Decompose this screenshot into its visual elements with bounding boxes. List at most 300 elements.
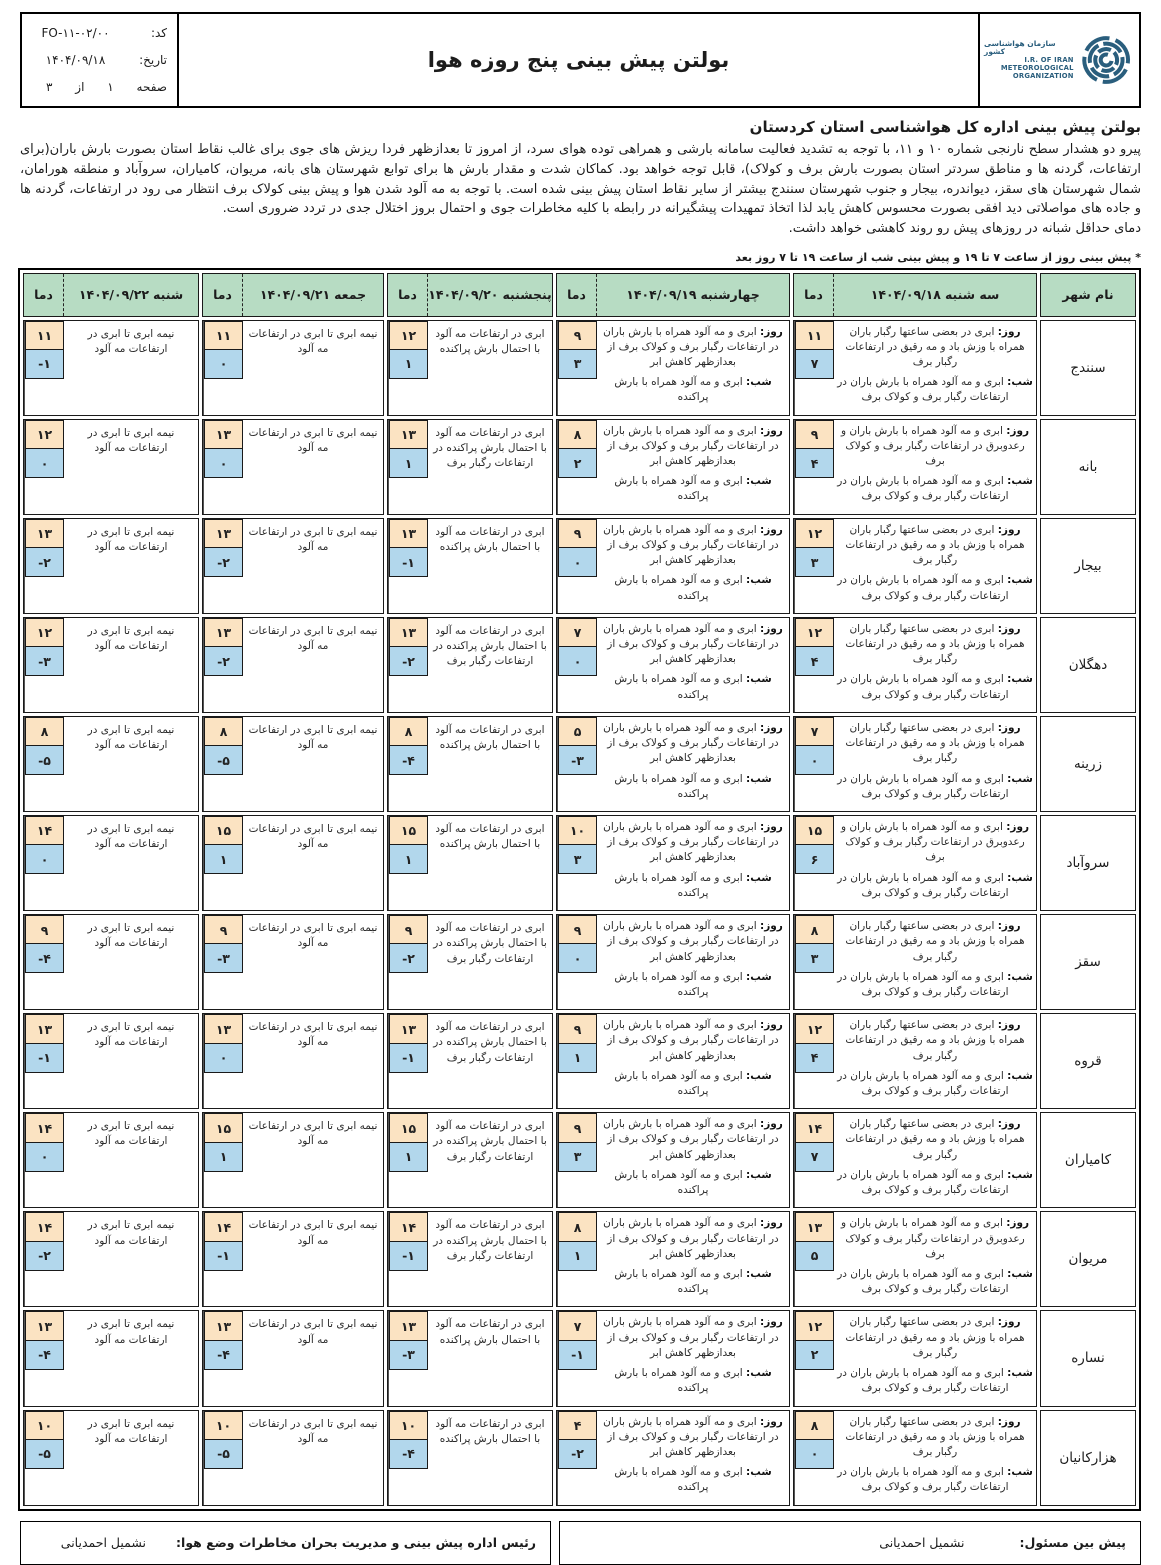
temp-max: ۱۳ <box>204 618 243 648</box>
forecast-cell <box>556 914 790 1010</box>
temp-column <box>203 1014 243 1108</box>
title-box <box>179 14 978 106</box>
forecast-text: نیمه ابری تا ابری در ارتفاعات مه آلود <box>248 1021 378 1049</box>
forecast-text: نیمه ابری تا ابری در ارتفاعات مه آلود <box>248 723 378 752</box>
temp-max: ۱۳ <box>389 420 428 450</box>
temp-max: ۱۴ <box>204 1212 243 1242</box>
forecast-cell <box>23 716 199 812</box>
temp-min: -۲ <box>204 547 243 577</box>
temp-header: دما <box>794 274 834 316</box>
temp-max: ۹ <box>25 915 64 945</box>
temp-column <box>203 321 243 415</box>
day-date: جمعه ۱۴۰۴/۰۹/۲۱ <box>259 287 367 302</box>
forecast-cell <box>202 914 384 1010</box>
temp-column <box>388 420 428 514</box>
forecast-cell <box>202 716 384 812</box>
table-row <box>23 1211 1136 1307</box>
forecast-cell <box>23 1310 199 1406</box>
temp-column <box>24 1212 64 1306</box>
page-label: صفحه <box>136 79 167 94</box>
forecast-text: نیمه ابری تا ابری در ارتفاعات مه آلود <box>248 327 378 355</box>
table-row <box>23 716 1136 812</box>
temp-max: ۸ <box>558 420 597 450</box>
city-name: دهگلان <box>1040 617 1136 713</box>
temp-min: -۱ <box>389 1043 428 1073</box>
temp-max: ۸ <box>558 1212 597 1242</box>
temp-max: ۱۱ <box>25 321 64 351</box>
temp-column <box>203 618 243 712</box>
temp-column <box>388 519 428 613</box>
forecast-text: نیمه ابری تا ابری در ارتفاعات مه آلود <box>248 822 378 851</box>
temp-column <box>24 915 64 1009</box>
temp-max: ۱۲ <box>795 618 834 648</box>
forecast-cell <box>202 815 384 911</box>
city-name: سقز <box>1040 914 1136 1010</box>
temp-min: -۱ <box>25 1043 64 1073</box>
forecast-text: نیمه ابری تا ابری در ارتفاعات مه آلود <box>248 525 378 553</box>
temp-column <box>388 1212 428 1306</box>
org-name-en-2: METEOROLOGICAL <box>1000 63 1074 72</box>
temp-min: ۰ <box>25 1142 64 1172</box>
forecast-cell <box>556 419 790 515</box>
temp-min: -۱ <box>389 547 428 577</box>
intro-paragraph-2: دمای حداقل شبانه در روزهای پیش رو روند کاهشی خواهد داشت. <box>788 221 1141 236</box>
temp-max: ۷ <box>558 1311 597 1341</box>
temp-column <box>794 420 834 514</box>
temp-column <box>794 717 834 811</box>
temp-column <box>557 1311 597 1405</box>
temp-min: -۲ <box>25 1241 64 1271</box>
table-row <box>23 815 1136 911</box>
forecast-cell <box>387 1112 553 1208</box>
forecast-text: روز: ابری و مه آلود همراه با بارش باران در ارتفاعات رگبار برف و کولاک برف از بعدازظهر کاهش ابر شب: ابری و مه آلود همراه با بارش پراکنده <box>603 622 783 701</box>
temp-max: ۱۲ <box>25 618 64 648</box>
temp-min: ۱ <box>389 448 428 478</box>
forecast-text: روز: ابری و مه آلود همراه با بارش باران و رعدوبرق در ارتفاعات رگبار برف و کولاک برف شب: ابری و مه آلود همراه با بارش باران در ارتفاعات رگبار برف و کولاک برف <box>837 424 1033 503</box>
forecast-text: روز: ابری و مه آلود همراه با بارش باران در ارتفاعات رگبار برف و کولاک برف از بعدازظهر کاهش ابر شب: ابری و مه آلود همراه با بارش پراکنده <box>603 1118 783 1197</box>
city-name: بانه <box>1040 419 1136 515</box>
temp-column <box>388 1311 428 1405</box>
temp-min: -۴ <box>204 1340 243 1370</box>
forecast-text: ابری در ارتفاعات مه آلود با احتمال بارش پراکنده <box>435 327 545 355</box>
forecast-text: روز: ابری و مه آلود همراه با بارش باران در ارتفاعات رگبار برف و کولاک برف از بعدازظهر کاهش ابر شب: ابری و مه آلود همراه با بارش پراکنده <box>603 1415 783 1494</box>
forecast-cell <box>23 815 199 911</box>
forecast-text: نیمه ابری تا ابری در ارتفاعات مه آلود <box>248 426 378 454</box>
forecast-cell <box>793 815 1037 911</box>
forecast-cell <box>23 1211 199 1307</box>
code-box <box>22 14 179 106</box>
temp-header: دما <box>203 274 243 316</box>
table-row <box>23 518 1136 614</box>
temp-column <box>203 1212 243 1306</box>
forecast-text: نیمه ابری تا ابری در ارتفاعات مه آلود <box>87 1318 175 1346</box>
city-name: نساره <box>1040 1310 1136 1406</box>
forecast-cell <box>202 419 384 515</box>
temp-column <box>794 1212 834 1306</box>
table-row <box>23 1310 1136 1406</box>
doc-date-label: تاریخ: <box>139 52 167 67</box>
forecast-cell <box>556 518 790 614</box>
forecast-text: ابری در ارتفاعات مه آلود با احتمال بارش پراکنده در ارتفاعات رگبار برف <box>433 426 547 470</box>
doc-code-value: FO-۱۱-۰۲/۰۰ <box>41 26 110 41</box>
temp-header: دما <box>24 274 64 316</box>
city-name: سنندج <box>1040 320 1136 416</box>
head-of-office-cell <box>20 1521 551 1565</box>
temp-min: -۱ <box>204 1241 243 1271</box>
forecast-cell <box>556 1310 790 1406</box>
temp-min: ۴ <box>795 448 834 478</box>
temp-min: ۰ <box>795 745 834 775</box>
temp-max: ۱۲ <box>389 321 428 351</box>
table-header-row <box>23 273 1136 317</box>
forecast-text: نیمه ابری تا ابری در ارتفاعات مه آلود <box>87 624 175 652</box>
temp-min: -۲ <box>204 646 243 676</box>
forecast-text: نیمه ابری تا ابری در ارتفاعات مه آلود <box>87 822 175 851</box>
temp-min: -۳ <box>204 943 243 973</box>
forecaster-name: نشمیل احمدیانی <box>879 1535 965 1551</box>
temp-min: ۱ <box>389 349 428 379</box>
header-day-1 <box>793 273 1037 317</box>
temp-column <box>557 321 597 415</box>
forecast-cell <box>556 1211 790 1307</box>
temp-max: ۱۳ <box>25 519 64 549</box>
temp-column <box>24 321 64 415</box>
temp-min: ۳ <box>795 547 834 577</box>
temp-min: ۷ <box>795 349 834 379</box>
forecast-text: روز: ابری در بعضی ساعتها رگبار باران همراه با وزش باد و مه رقیق در ارتفاعات رگبار برف شب: ابری و مه آلود همراه با بارش باران در ارتفاعات رگبار برف و کولاک برف <box>837 1316 1033 1395</box>
forecast-cell <box>556 1112 790 1208</box>
temp-max: ۱۳ <box>204 420 243 450</box>
forecast-cell <box>556 320 790 416</box>
temp-column <box>203 519 243 613</box>
forecast-text: ابری در ارتفاعات مه آلود با احتمال بارش پراکنده در ارتفاعات رگبار برف <box>433 1219 547 1262</box>
temp-column <box>557 519 597 613</box>
temp-min: -۵ <box>204 1439 243 1469</box>
forecast-text: ابری در ارتفاعات مه آلود با احتمال بارش پراکنده <box>435 822 545 851</box>
forecast-cell <box>202 320 384 416</box>
table-row <box>23 1112 1136 1208</box>
forecast-text: ابری در ارتفاعات مه آلود با احتمال بارش پراکنده <box>435 1318 545 1346</box>
temp-min: -۱ <box>558 1340 597 1370</box>
forecast-text: روز: ابری و مه آلود همراه با بارش باران در ارتفاعات رگبار برف و کولاک برف از بعدازظهر کاهش ابر شب: ابری و مه آلود همراه با بارش پراکنده <box>603 1316 783 1395</box>
doc-code-label: کد: <box>150 26 167 41</box>
forecast-text: روز: ابری و مه آلود همراه با بارش باران در ارتفاعات رگبار برف و کولاک برف از بعدازظهر کاهش ابر شب: ابری و مه آلود همراه با بارش پراکنده <box>603 1217 783 1296</box>
forecast-cell <box>23 1112 199 1208</box>
doc-date-line <box>32 53 167 67</box>
city-name: هزارکانیان <box>1040 1410 1136 1506</box>
temp-column <box>388 816 428 910</box>
temp-min: ۱ <box>204 844 243 874</box>
forecast-text: روز: ابری و مه آلود همراه با بارش باران در ارتفاعات رگبار برف و کولاک برف از بعدازظهر کاهش ابر شب: ابری و مه آلود همراه با بارش پراکنده <box>603 424 783 503</box>
page-number: ۱ <box>107 79 114 94</box>
forecast-cell <box>556 1013 790 1109</box>
head-of-office-label: رئیس اداره پیش بینی و مدیریت بحران مخاطرات وضع هوا: <box>176 1535 536 1551</box>
temp-max: ۱۱ <box>795 321 834 351</box>
temp-min: -۱ <box>389 1241 428 1271</box>
temp-column <box>24 1113 64 1207</box>
forecast-cell <box>387 914 553 1010</box>
forecast-hours-note: * پیش بینی روز از ساعت ۷ تا ۱۹ و پیش بینی شب از ساعت ۱۹ تا ۷ روز بعد <box>735 250 1141 264</box>
temp-column <box>557 816 597 910</box>
temp-min: ۰ <box>558 943 597 973</box>
temp-column <box>794 519 834 613</box>
temp-max: ۱۰ <box>204 1411 243 1441</box>
temp-header: دما <box>557 274 597 316</box>
forecast-text: نیمه ابری تا ابری در ارتفاعات مه آلود <box>248 1120 378 1148</box>
temp-max: ۱۳ <box>389 1014 428 1044</box>
forecast-text: ابری در ارتفاعات مه آلود با احتمال بارش پراکنده <box>435 723 545 752</box>
document-header <box>20 12 1141 108</box>
forecast-cell <box>793 518 1037 614</box>
temp-column <box>203 816 243 910</box>
temp-column <box>24 1014 64 1108</box>
temp-column <box>24 519 64 613</box>
temp-min: ۳ <box>558 349 597 379</box>
forecast-text: نیمه ابری تا ابری در ارتفاعات مه آلود <box>248 1318 378 1346</box>
table-row <box>23 320 1136 416</box>
temp-max: ۱۴ <box>25 1113 64 1143</box>
temp-max: ۱۳ <box>204 519 243 549</box>
temp-column <box>24 420 64 514</box>
temp-max: ۱۴ <box>389 1212 428 1242</box>
forecast-text: روز: ابری و مه آلود همراه با بارش باران و رعدوبرق در ارتفاعات رگبار برف و کولاک برف شب: ابری و مه آلود همراه با بارش باران در ارتفاعات رگبار برف و کولاک برف <box>837 1217 1033 1296</box>
city-name: قروه <box>1040 1013 1136 1109</box>
forecast-text: ابری در ارتفاعات مه آلود با احتمال بارش پراکنده در ارتفاعات رگبار برف <box>433 922 547 965</box>
temp-max: ۴ <box>558 1411 597 1441</box>
temp-column <box>203 915 243 1009</box>
temp-min: ۶ <box>795 844 834 874</box>
signature-footer <box>20 1521 1141 1565</box>
day-date: پنجشنبه ۱۴۰۴/۰۹/۲۰ <box>428 287 552 302</box>
forecast-cell <box>23 914 199 1010</box>
temp-min: ۳ <box>558 1142 597 1172</box>
forecast-cell <box>202 617 384 713</box>
temp-min: -۴ <box>389 1439 428 1469</box>
temp-max: ۱۵ <box>204 816 243 846</box>
temp-max: ۱۳ <box>204 1014 243 1044</box>
doc-date-value: ۱۴۰۴/۰۹/۱۸ <box>45 52 106 67</box>
temp-column <box>203 1113 243 1207</box>
temp-min: ۴ <box>795 646 834 676</box>
temp-max: ۷ <box>795 717 834 747</box>
temp-column <box>794 816 834 910</box>
forecast-cell <box>793 1410 1037 1506</box>
org-logo <box>978 14 1139 106</box>
forecast-cell <box>202 1410 384 1506</box>
header-day-5 <box>23 273 199 317</box>
forecast-cell <box>387 320 553 416</box>
forecast-table <box>18 268 1141 1511</box>
temp-max: ۱۳ <box>25 1014 64 1044</box>
temp-max: ۸ <box>25 717 64 747</box>
day-date: شنبه ۱۴۰۴/۰۹/۲۲ <box>78 287 184 302</box>
forecast-cell <box>387 1013 553 1109</box>
temp-min: ۱ <box>389 1142 428 1172</box>
org-name <box>984 40 1074 81</box>
temp-min: ۰ <box>558 547 597 577</box>
forecast-text: نیمه ابری تا ابری در ارتفاعات مه آلود <box>87 1219 175 1247</box>
temp-max: ۹ <box>204 915 243 945</box>
temp-min: ۱ <box>558 1043 597 1073</box>
temp-column <box>794 321 834 415</box>
temp-column <box>203 1311 243 1405</box>
forecast-cell <box>23 320 199 416</box>
temp-column <box>557 1411 597 1505</box>
forecast-cell <box>202 1310 384 1406</box>
temp-header: دما <box>388 274 428 316</box>
temp-min: ۷ <box>795 1142 834 1172</box>
forecast-text: نیمه ابری تا ابری در ارتفاعات مه آلود <box>87 1021 175 1049</box>
temp-min: ۲ <box>795 1340 834 1370</box>
page-title: بولتن پیش بینی پنج روزه هوا <box>427 48 730 72</box>
doc-code-line <box>32 26 167 40</box>
temp-column <box>24 717 64 811</box>
temp-column <box>794 618 834 712</box>
temp-max: ۱۳ <box>389 1311 428 1341</box>
temp-max: ۱۵ <box>204 1113 243 1143</box>
forecast-cell <box>793 716 1037 812</box>
day-date: سه شنبه ۱۴۰۴/۰۹/۱۸ <box>870 287 1000 302</box>
temp-column <box>203 1411 243 1505</box>
forecast-cell <box>556 617 790 713</box>
forecast-cell <box>23 1410 199 1506</box>
head-of-office-name: نشمیل احمدیانی <box>60 1535 147 1551</box>
temp-column <box>794 1411 834 1505</box>
temp-column <box>557 1212 597 1306</box>
temp-max: ۹ <box>795 420 834 450</box>
forecast-cell <box>387 716 553 812</box>
temp-max: ۱۵ <box>389 1113 428 1143</box>
city-name: زرینه <box>1040 716 1136 812</box>
forecast-cell <box>793 1112 1037 1208</box>
temp-min: -۲ <box>558 1439 597 1469</box>
forecast-text: روز: ابری در بعضی ساعتها رگبار باران همراه با وزش باد و مه رقیق در ارتفاعات رگبار برف شب: ابری و مه آلود همراه با بارش باران در ارتفاعات رگبار برف و کولاک برف <box>837 622 1033 701</box>
header-day-3 <box>387 273 553 317</box>
temp-min: ۳ <box>795 943 834 973</box>
intro-paragraph: پیرو دو هشدار سطح نارنجی شماره ۱۰ و ۱۱، با توجه به تشدید فعالیت سامانه بارشی و همراهی توده هوای سرد، از امروز تا بعدازظهر فردا ریزش های جوی برای غالب نقاط استان بصورت بارش باران(برای ارتفاعات، گردنه ها و مناطق سردتر استان بصورت بارش برف و کولاک)، قابل توجه خواهد بود. کماکان شدت و مقدار بارش ها برای توابع شهرستان های بانه، مریوان، کامیاران، سروآباد و منطقه هورامان، شمال شهرستان های سقز، دیواندره، بیجار و جنوب شهرستان سنندج بیشتر از سایر نقاط استان پیش بینی شده است. با توجه به مه آلود شدن هوا و پیش بینی کولاک برف انتظار می رود در ارتفاعات، گردنه ها و جاده های مواصلاتی دید افقی بصورت محسوس کاهش یابد لذا اتخاذ تمهیدات پیشگیرانه در رابطه با کلیه مخاطرات جوی و احتمال بروز اختلال جدی در تردد ضروری است. <box>20 142 1141 217</box>
met-org-spiral-icon <box>1077 29 1135 91</box>
temp-column <box>557 1014 597 1108</box>
temp-min: ۰ <box>204 448 243 478</box>
forecast-cell <box>793 617 1037 713</box>
temp-min: -۵ <box>25 745 64 775</box>
forecast-cell <box>793 419 1037 515</box>
header-city: نام شهر <box>1040 273 1136 317</box>
temp-column <box>388 1113 428 1207</box>
temp-max: ۸ <box>795 915 834 945</box>
temp-max: ۹ <box>558 519 597 549</box>
temp-max: ۱۰ <box>25 1411 64 1441</box>
temp-max: ۸ <box>204 717 243 747</box>
temp-min: ۴ <box>795 1043 834 1073</box>
temp-max: ۱۲ <box>795 1014 834 1044</box>
forecast-text: ابری در ارتفاعات مه آلود با احتمال بارش پراکنده <box>435 1417 545 1445</box>
forecast-text: نیمه ابری تا ابری در ارتفاعات مه آلود <box>87 327 175 355</box>
temp-min: ۵ <box>795 1241 834 1271</box>
temp-max: ۱۲ <box>25 420 64 450</box>
page-of: از <box>75 79 85 94</box>
table-row <box>23 419 1136 515</box>
forecast-cell <box>202 1013 384 1109</box>
forecast-text: روز: ابری در بعضی ساعتها رگبار باران همراه با وزش باد و مه رقیق در ارتفاعات رگبار برف شب: ابری و مه آلود همراه با بارش باران در ارتفاعات رگبار برف و کولاک برف <box>837 920 1033 998</box>
temp-column <box>388 717 428 811</box>
forecast-cell <box>556 1410 790 1506</box>
temp-min: ۰ <box>25 844 64 874</box>
temp-min: ۰ <box>558 646 597 676</box>
forecast-cell <box>387 1310 553 1406</box>
temp-column <box>557 915 597 1009</box>
forecast-cell <box>387 419 553 515</box>
forecaster-label: پیش بین مسئول: <box>1019 1535 1126 1551</box>
doc-page-line <box>32 80 167 94</box>
forecast-cell <box>23 1013 199 1109</box>
temp-column <box>388 915 428 1009</box>
forecast-cell <box>556 815 790 911</box>
temp-max: ۵ <box>558 717 597 747</box>
temp-column <box>24 1311 64 1405</box>
forecast-cell <box>202 518 384 614</box>
header-day-4 <box>202 273 384 317</box>
temp-min: -۴ <box>25 943 64 973</box>
temp-max: ۱۵ <box>795 816 834 846</box>
temp-max: ۹ <box>558 1014 597 1044</box>
temp-max: ۱۳ <box>795 1212 834 1242</box>
forecast-text: نیمه ابری تا ابری در ارتفاعات مه آلود <box>87 1417 175 1445</box>
temp-min: ۰ <box>204 1043 243 1073</box>
temp-max: ۹ <box>558 321 597 351</box>
temp-column <box>794 1113 834 1207</box>
city-name: بیجار <box>1040 518 1136 614</box>
day-date: چهارشنبه ۱۴۰۴/۰۹/۱۹ <box>626 287 760 302</box>
temp-column <box>557 420 597 514</box>
temp-column <box>24 618 64 712</box>
forecast-cell <box>793 1013 1037 1109</box>
temp-max: ۹ <box>558 1113 597 1143</box>
temp-max: ۹ <box>558 915 597 945</box>
forecast-cell <box>202 1211 384 1307</box>
forecast-text: نیمه ابری تا ابری در ارتفاعات مه آلود <box>87 922 175 950</box>
header-day-2 <box>556 273 790 317</box>
temp-min: -۱ <box>25 349 64 379</box>
forecast-text: ابری در ارتفاعات مه آلود با احتمال بارش پراکنده در ارتفاعات رگبار برف <box>433 1021 547 1064</box>
forecast-text: ابری در ارتفاعات مه آلود با احتمال بارش پراکنده <box>435 525 545 553</box>
temp-max: ۱۰ <box>389 1411 428 1441</box>
forecast-text: روز: ابری در بعضی ساعتها رگبار باران همراه با وزش باد و مه رقیق در ارتفاعات رگبار برف شب: ابری و مه آلود همراه با بارش باران در ارتفاعات رگبار برف و کولاک برف <box>837 325 1033 404</box>
forecast-text: روز: ابری در بعضی ساعتها رگبار باران همراه با وزش باد و مه رقیق در ارتفاعات رگبار برف شب: ابری و مه آلود همراه با بارش باران در ارتفاعات رگبار برف و کولاک برف <box>837 1118 1033 1197</box>
temp-column <box>24 1411 64 1505</box>
forecaster-cell <box>559 1521 1141 1565</box>
temp-min: ۰ <box>204 349 243 379</box>
temp-max: ۱۱ <box>204 321 243 351</box>
table-row <box>23 1013 1136 1109</box>
forecast-text: نیمه ابری تا ابری در ارتفاعات مه آلود <box>248 922 378 950</box>
forecast-cell <box>793 1211 1037 1307</box>
forecast-cell <box>23 419 199 515</box>
table-row <box>23 914 1136 1010</box>
city-name: مریوان <box>1040 1211 1136 1307</box>
temp-max: ۱۲ <box>795 519 834 549</box>
forecast-text: نیمه ابری تا ابری در ارتفاعات مه آلود <box>248 1417 378 1445</box>
forecast-text: نیمه ابری تا ابری در ارتفاعات مه آلود <box>87 525 175 553</box>
temp-column <box>388 1411 428 1505</box>
page-total: ۳ <box>46 79 53 94</box>
forecast-text: روز: ابری و مه آلود همراه با بارش باران در ارتفاعات رگبار برف و کولاک برف از بعدازظهر کاهش ابر شب: ابری و مه آلود همراه با بارش پراکنده <box>603 820 783 899</box>
temp-column <box>794 1311 834 1405</box>
temp-min: ۱ <box>558 1241 597 1271</box>
forecast-cell <box>387 815 553 911</box>
temp-max: ۸ <box>389 717 428 747</box>
temp-min: -۲ <box>389 943 428 973</box>
